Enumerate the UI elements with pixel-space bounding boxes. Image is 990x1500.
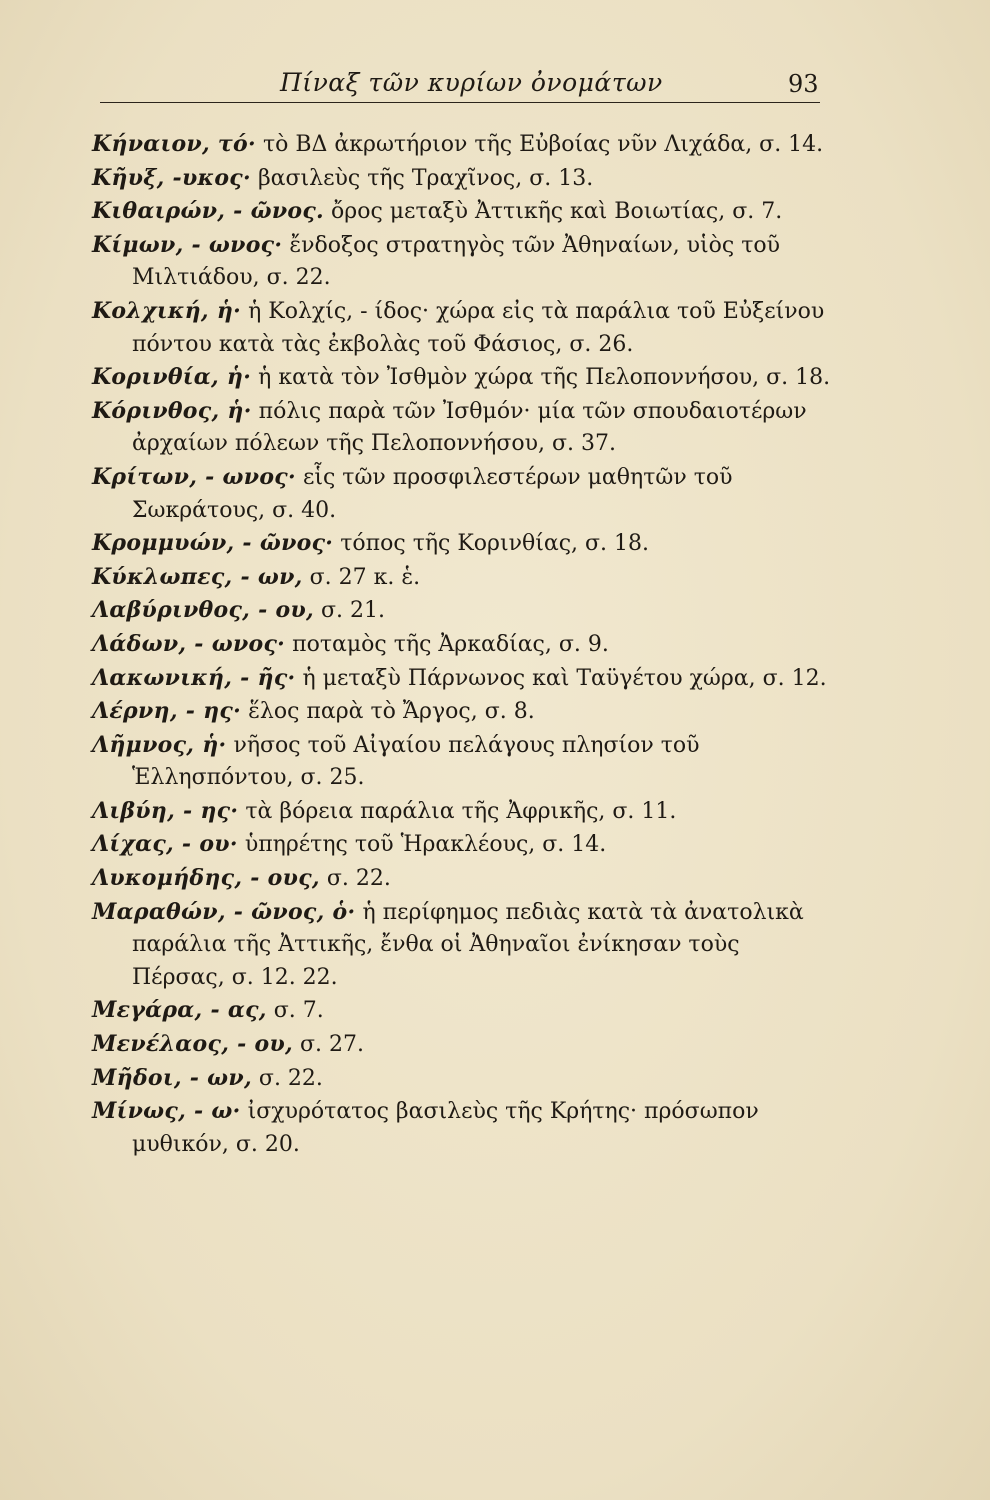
entry-headword: Κρίτων, - ωνος· — [92, 463, 296, 490]
index-entry — [92, 395, 832, 461]
index-entry — [92, 1062, 832, 1096]
entry-headword: Λίχας, - ου· — [92, 831, 238, 858]
entry-headword: Κιθαιρών, - ῶνος. — [92, 198, 325, 225]
index-entry — [92, 862, 832, 896]
entry-text: πόλις παρὰ τῶν Ἰσθμόν· μία τῶν σπουδαιοτέρων ἀρχαίων πόλεων τῆς Πελοποννήσου, σ. 37. — [132, 398, 807, 457]
page-number: 93 — [788, 70, 819, 98]
entry-headword: Μαραθών, - ῶνος, ὁ· — [92, 898, 356, 925]
entry-headword: Λακωνική, - ῆς· — [92, 664, 296, 691]
entry-text: εἷς τῶν προσφιλεστέρων μαθητῶν τοῦ Σωκράτους, σ. 40. — [132, 464, 733, 523]
index-entry — [92, 162, 832, 196]
index-entry — [92, 295, 832, 361]
index-entry — [92, 195, 832, 229]
entry-text: ποταμὸς τῆς Ἀρκαδίας, σ. 9. — [292, 631, 609, 657]
entry-headword: Κορινθία, ἡ· — [92, 364, 252, 391]
entry-text: ὄρος μεταξὺ Ἀττικῆς καὶ Βοιωτίας, σ. 7. — [331, 199, 783, 225]
entry-text: ἔνδοξος στρατηγὸς τῶν Ἀθηναίων, υἱὸς τοῦ Μιλτιάδου, σ. 22. — [132, 232, 781, 291]
entry-text: τόπος τῆς Κορινθίας, σ. 18. — [340, 531, 650, 557]
entry-text: σ. 22. — [326, 866, 391, 892]
index-entry — [92, 229, 832, 295]
index-entry — [92, 594, 832, 628]
index-entry — [92, 828, 832, 862]
entry-headword: Μῆδοι, - ων, — [92, 1064, 252, 1091]
entry-text: βασιλεὺς τῆς Τραχῖνος, σ. 13. — [257, 165, 594, 191]
entry-headword: Λυκομήδης, - ους, — [92, 865, 320, 892]
index-entry — [92, 695, 832, 729]
entry-text: τὸ ΒΔ ἀκρωτήριον τῆς Εὐβοίας νῦν Λιχάδα, σ. 14. — [262, 132, 824, 157]
index-entry — [92, 1095, 832, 1161]
entry-headword: Μενέλαος, - ου, — [92, 1031, 293, 1058]
header-rule — [100, 102, 820, 103]
entry-headword: Λιβύη, - ης· — [92, 797, 239, 824]
entry-headword: Κύκλωπες, - ων, — [92, 563, 303, 590]
entry-headword: Κρομμυών, - ῶνος· — [92, 530, 334, 557]
entry-text: ἡ κατὰ τὸν Ἰσθμὸν χώρα τῆς Πελοποννήσου, σ. 18. — [258, 365, 831, 391]
index-entry — [92, 729, 832, 795]
entry-headword: Μεγάρα, - ας, — [92, 997, 267, 1024]
entry-text: σ. 27 κ. ἑ. — [309, 564, 421, 590]
entry-text: ἕλος παρὰ τὸ Ἄργος, σ. 8. — [248, 699, 535, 725]
entry-headword: Λαβύρινθος, - ου, — [92, 597, 314, 624]
entry-headword: Κόρινθος, ἡ· — [92, 397, 252, 424]
entry-headword: Κολχική, ἡ· — [92, 297, 242, 324]
index-entry — [92, 994, 832, 1028]
entry-text: ἰσχυρότατος βασιλεὺς τῆς Κρήτης· πρόσωπον μυθικόν, σ. 20. — [132, 1099, 759, 1157]
index-entry — [92, 561, 832, 595]
entry-text: ἡ μεταξὺ Πάρνωνος καὶ Ταϋγέτου χώρα, σ. 12. — [302, 665, 827, 691]
entry-headword: Κήναιον, τό· — [92, 131, 256, 157]
entry-headword: Λάδων, - ωνος· — [92, 630, 286, 657]
entry-headword: Κίμων, - ωνος· — [92, 231, 283, 258]
entry-headword: Μίνως, - ω· — [92, 1098, 241, 1125]
index-entry — [92, 128, 832, 162]
entry-text: σ. 7. — [273, 998, 324, 1024]
entry-headword: Λέρνη, - ης· — [92, 698, 242, 725]
entry-text: σ. 21. — [320, 598, 385, 624]
index-entry — [92, 527, 832, 561]
entry-text: ἡ Κολχίς, - ίδος· χώρα εἰς τὰ παράλια τοῦ Εὐξείνου πόντου κατὰ τὰς ἐκβολὰς τοῦ Φάσιος, σ. 26. — [132, 298, 825, 357]
entry-text: σ. 27. — [300, 1032, 364, 1058]
index-entry — [92, 662, 832, 696]
running-header — [100, 62, 820, 102]
entry-text: νῆσος τοῦ Αἰγαίου πελάγους πλησίον τοῦ Ἑλλησπόντου, σ. 25. — [132, 732, 700, 791]
entry-text: ὑπηρέτης τοῦ Ἡρακλέους, σ. 14. — [244, 832, 607, 858]
entry-text: ἡ περίφημος πεδιὰς κατὰ τὰ ἀνατολικὰ παράλια τῆς Ἀττικῆς, ἔνθα οἱ Ἀθηναῖοι ἐνίκησαν τοὺς Πέρσας, σ. 12. 22. — [132, 899, 804, 990]
entry-headword: Κῆυξ, -υκος· — [92, 164, 251, 191]
entry-text: σ. 22. — [258, 1065, 323, 1091]
entry-headword: Λῆμνος, ἡ· — [92, 731, 227, 758]
header-title: Πίναξ τῶν κυρίων ὀνομάτων — [280, 68, 663, 97]
index-entries — [92, 128, 832, 1161]
index-entry — [92, 896, 832, 995]
entry-text: τὰ βόρεια παράλια τῆς Ἀφρικῆς, σ. 11. — [245, 798, 677, 824]
index-entry — [92, 795, 832, 829]
index-entry — [92, 1028, 832, 1062]
index-entry — [92, 361, 832, 395]
index-entry — [92, 461, 832, 527]
index-entry — [92, 628, 832, 662]
